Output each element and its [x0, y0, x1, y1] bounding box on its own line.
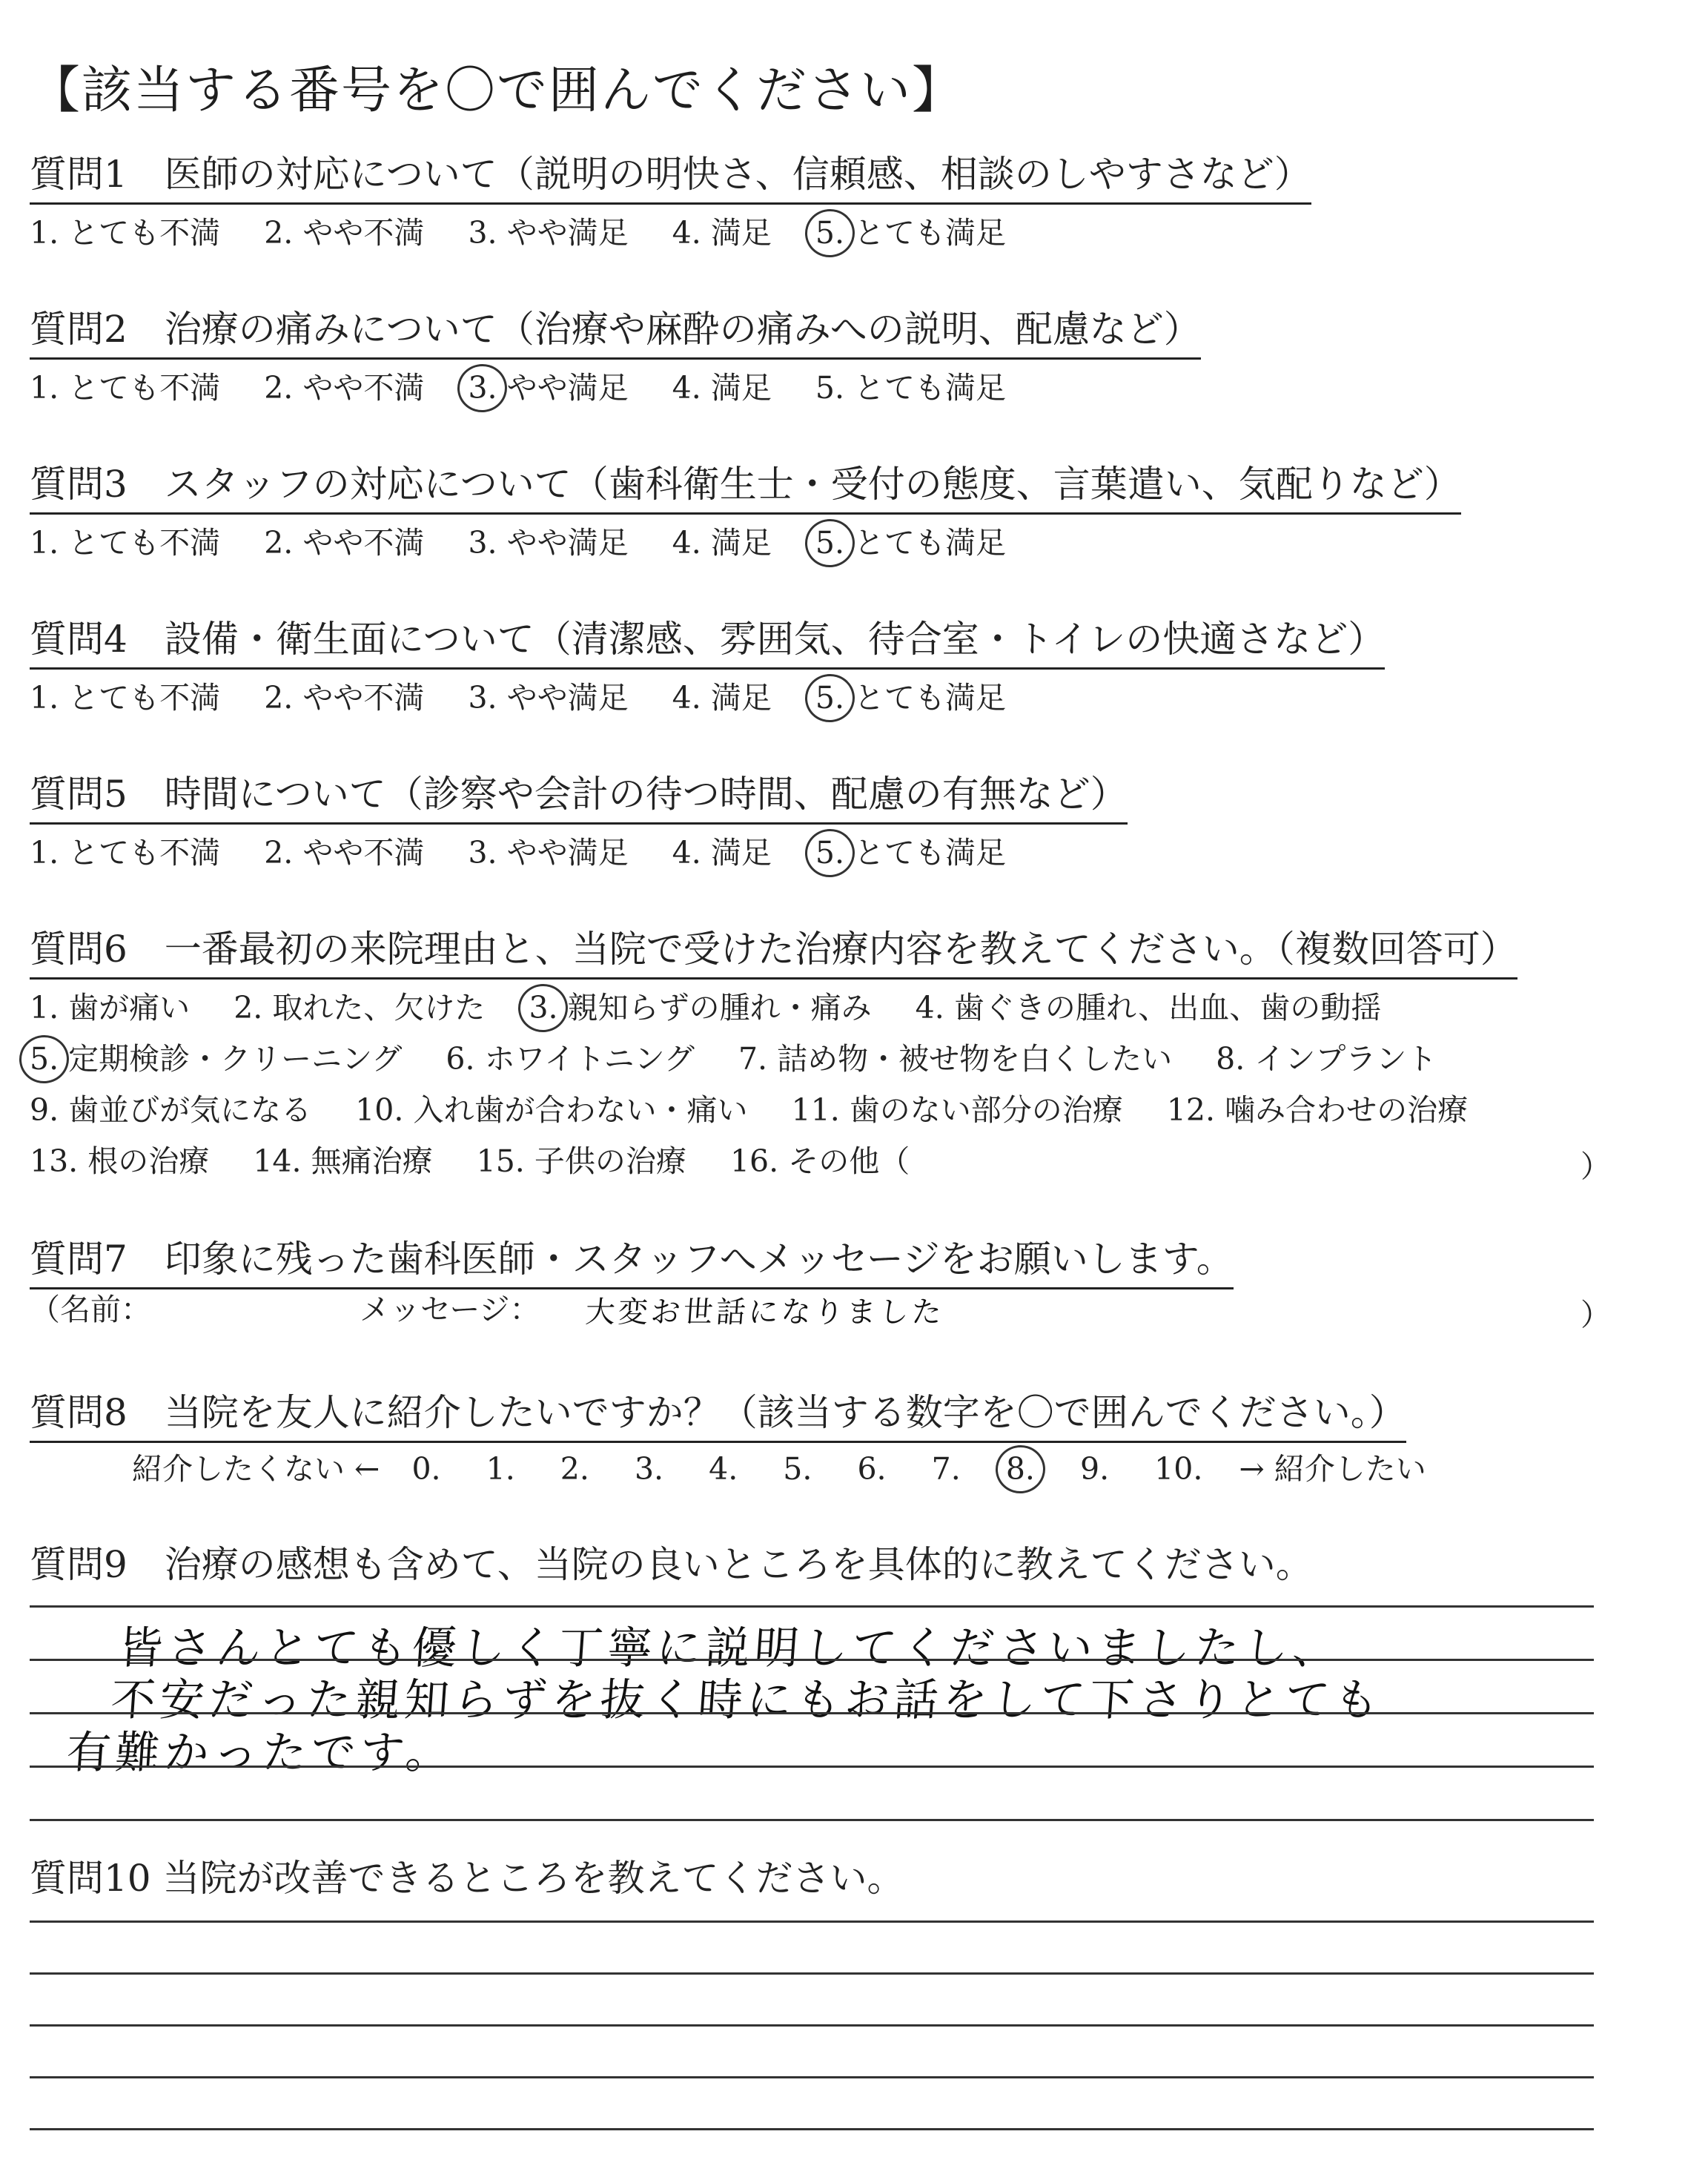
q9-answer-line — [30, 1659, 1594, 1661]
question-8-scale — [132, 1450, 1426, 1489]
q10-answer-line[interactable] — [30, 2076, 1594, 2078]
q8-value-0[interactable]: 0. — [411, 1451, 441, 1487]
q2-option-3-selected[interactable]: 3. やや満足 — [468, 369, 628, 408]
q8-value-9[interactable]: 9. — [1079, 1451, 1110, 1487]
q4-option-4[interactable]: 4. 満足 — [672, 680, 772, 716]
q9-answer-line-3[interactable]: 有難かったです。 — [64, 1727, 457, 1779]
q2-option-5[interactable]: 5. とても満足 — [815, 370, 1007, 406]
q2-option-4[interactable]: 4. 満足 — [672, 370, 772, 406]
q8-value-10[interactable]: 10. — [1154, 1451, 1203, 1487]
q9-answer-line — [30, 1766, 1594, 1768]
question-6-heading: 質問6 一番最初の来院理由と、当院で受けた治療内容を教えてください。（複数回答可） — [30, 927, 1517, 980]
q6-option-16[interactable]: 16. その他（ — [729, 1143, 910, 1179]
q5-option-4[interactable]: 4. 満足 — [672, 835, 772, 871]
q7-message-label: メッセージ： — [360, 1292, 540, 1327]
q8-value-3[interactable]: 3. — [634, 1451, 664, 1487]
q2-option-2[interactable]: 2. やや不満 — [264, 370, 425, 406]
question-2-heading: 質問2 治療の痛みについて（治療や麻酔の痛みへの説明、配慮など） — [30, 307, 1201, 360]
q10-answer-line[interactable] — [30, 1972, 1594, 1975]
q6-option-11[interactable]: 11. 歯のない部分の治療 — [791, 1092, 1123, 1128]
q6-option-15[interactable]: 15. 子供の治療 — [476, 1143, 686, 1179]
q6-option-10[interactable]: 10. 入れ歯が合わない・痛い — [355, 1092, 748, 1128]
q6-option-4[interactable]: 4. 歯ぐきの腫れ、出血、歯の動揺 — [915, 990, 1382, 1025]
q6-option-9[interactable]: 9. 歯並びが気になる — [30, 1092, 312, 1128]
question-3-options — [30, 524, 1040, 563]
q1-option-4[interactable]: 4. 満足 — [672, 215, 772, 251]
question-5-heading: 質問5 時間について（診察や会計の待つ時間、配慮の有無など） — [30, 772, 1128, 825]
q7-message-handwriting[interactable]: 大変お世話になりました — [584, 1295, 946, 1330]
q6-option-2[interactable]: 2. 取れた、欠けた — [234, 990, 486, 1025]
q10-answer-line[interactable] — [30, 2128, 1594, 2130]
q2-option-1[interactable]: 1. とても不満 — [30, 370, 221, 406]
q9-answer-line-2[interactable]: 不安だった親知らずを抜く時にもお話をして下さりとても — [109, 1674, 1386, 1726]
question-6-row-4 — [30, 1142, 944, 1181]
q3-option-2[interactable]: 2. やや不満 — [264, 525, 425, 561]
question-10-heading: 質問10 当院が改善できるところを教えてください。 — [30, 1857, 904, 1900]
q7-name-label: （名前： — [30, 1292, 151, 1327]
question-7-heading: 質問7 印象に残った歯科医師・スタッフへメッセージをお願いします。 — [30, 1237, 1234, 1289]
q1-option-1[interactable]: 1. とても不満 — [30, 215, 221, 251]
question-9-heading: 質問9 治療の感想も含めて、当院の良いところを具体的に教えてください。 — [30, 1543, 1313, 1586]
question-1-options — [30, 214, 1040, 253]
question-1-heading: 質問1 医師の対応について（説明の明快さ、信頼感、相談のしやすさなど） — [30, 152, 1311, 205]
q8-left-label: 紹介したくない ← — [132, 1451, 380, 1487]
question-4-heading: 質問4 設備・衛生面について（清潔感、雰囲気、待合室・トイレの快適さなど） — [30, 617, 1385, 670]
q1-option-5-selected[interactable]: 5. とても満足 — [815, 214, 1006, 253]
q6-option-3-selected[interactable]: 3. 親知らずの腫れ・痛み — [529, 988, 871, 1028]
q8-value-5[interactable]: 5. — [783, 1451, 812, 1487]
q8-value-4[interactable]: 4. — [709, 1451, 738, 1487]
q9-answer-line — [30, 1819, 1594, 1821]
q1-option-3[interactable]: 3. やや満足 — [468, 215, 629, 251]
q8-value-7[interactable]: 7. — [931, 1451, 961, 1487]
q6-option-12[interactable]: 12. 噛み合わせの治療 — [1166, 1092, 1469, 1128]
q3-option-3[interactable]: 3. やや満足 — [468, 525, 629, 561]
q6-other-close-paren: ） — [1580, 1149, 1611, 1184]
q1-option-2[interactable]: 2. やや不満 — [264, 215, 425, 251]
q7-close-paren: ） — [1580, 1297, 1611, 1332]
q8-value-2[interactable]: 2. — [560, 1451, 589, 1487]
q5-option-2[interactable]: 2. やや不満 — [264, 835, 425, 871]
q3-option-5-selected[interactable]: 5. とても満足 — [815, 524, 1006, 563]
q3-option-1[interactable]: 1. とても不満 — [30, 525, 221, 561]
q4-option-1[interactable]: 1. とても不満 — [30, 680, 221, 716]
q6-option-1[interactable]: 1. 歯が痛い — [30, 990, 191, 1025]
q4-option-2[interactable]: 2. やや不満 — [264, 680, 425, 716]
q4-option-3[interactable]: 3. やや満足 — [468, 680, 629, 716]
q10-answer-line[interactable] — [30, 2024, 1594, 2027]
q8-value-6[interactable]: 6. — [857, 1451, 887, 1487]
q5-option-3[interactable]: 3. やや満足 — [468, 835, 629, 871]
q6-option-14[interactable]: 14. 無痛治療 — [253, 1143, 433, 1179]
q6-option-6[interactable]: 6. ホワイトニング — [446, 1041, 695, 1077]
q3-option-4[interactable]: 4. 満足 — [672, 525, 772, 561]
q6-option-13[interactable]: 13. 根の治療 — [30, 1143, 210, 1179]
q9-answer-line-1[interactable]: 皆さんとても優しく丁寧に説明してくださいましたし、 — [116, 1622, 1344, 1674]
q6-option-5-selected[interactable]: 5. 定期検診・クリーニング — [30, 1040, 402, 1079]
page-title: 【該当する番号を〇で囲んでください】 — [30, 62, 964, 120]
question-4-options — [30, 678, 1040, 718]
question-6-row-2 — [30, 1040, 1471, 1079]
question-2-options — [30, 369, 1040, 408]
q5-option-5-selected[interactable]: 5. とても満足 — [815, 833, 1006, 873]
q8-value-1[interactable]: 1. — [486, 1451, 515, 1487]
q5-option-1[interactable]: 1. とても不満 — [30, 835, 221, 871]
q9-answer-line — [30, 1605, 1594, 1608]
q9-answer-line — [30, 1712, 1594, 1714]
q8-value-8-selected[interactable]: 8. — [1006, 1450, 1035, 1489]
q10-answer-line[interactable] — [30, 1920, 1594, 1923]
q6-option-7[interactable]: 7. 詰め物・被せ物を白くしたい — [738, 1041, 1173, 1077]
q6-option-8[interactable]: 8. インプラント — [1216, 1041, 1437, 1077]
q4-option-5-selected[interactable]: 5. とても満足 — [815, 678, 1006, 718]
question-5-options — [30, 833, 1040, 873]
question-3-heading: 質問3 スタッフの対応について（歯科衛生士・受付の態度、言葉遣い、気配りなど） — [30, 462, 1461, 515]
q8-right-label: → 紹介したい — [1239, 1451, 1426, 1487]
question-6-row-1 — [30, 988, 1415, 1028]
question-8-heading: 質問8 当院を友人に紹介したいですか？（該当する数字を〇で囲んでください。） — [30, 1390, 1406, 1443]
question-6-row-3 — [30, 1091, 1502, 1130]
